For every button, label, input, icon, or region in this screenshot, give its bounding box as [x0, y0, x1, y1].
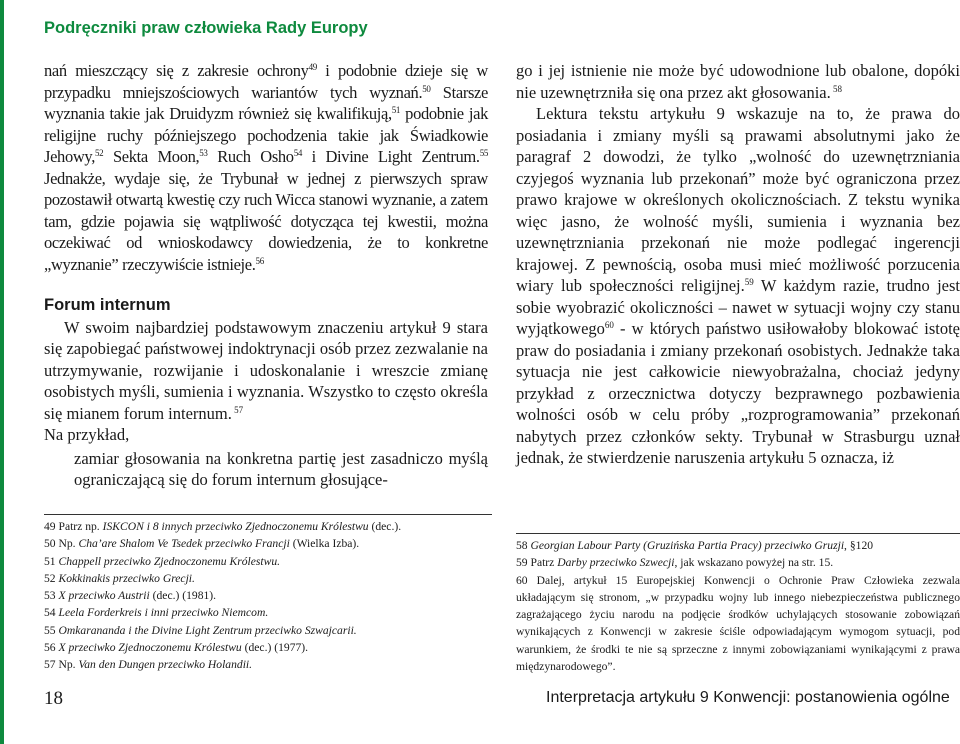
footnote: 60 Dalej, artykuł 15 Europejskiej Konwencji o Ochronie Praw Człowieka zezwala układającym się stronom, „w przypadku wojny lub innego niebezpieczeństwa publicznego zagrażającego życiu narodu na podjęcie środków uchylających stosowanie zobowiązań wynikających z Konwencji w zakresie ściśle odpowiadającym wymogom sytuacji, pod warunkiem, że środki te nie są sprzeczne z innymi zobowiązaniami wynikającymi z prawa międzynarodowego”. — [516, 573, 960, 674]
block-quote: zamiar głosowania na konkretna partię jest zasadniczo myślą ograniczającą się do forum internum głosujące- — [74, 448, 488, 489]
running-header: Podręczniki praw człowieka Rady Europy — [44, 19, 368, 37]
section-heading: Forum internum — [44, 296, 171, 314]
page-number: 18 — [44, 688, 63, 709]
right-column — [516, 60, 960, 469]
paragraph: W swoim najbardziej podstawowym znaczeniu artykuł 9 stara się zapobiegać państwowej indoktrynacji osób przez zezwalanie na utrzymywanie, rozwijanie i udoskonalanie i wreszcie zmianę osobistych myśli, sumienia i wyznania. Wszystko to często określa się mianem forum internum. $^{57}$ — [44, 317, 488, 423]
paragraph: go i jej istnienie nie może być udowodnione lub obalone, dopóki nie uzewnętrzniła się ona przez akt głosowania. $^{58}$ — [516, 61, 960, 102]
footnote: 55 Omkarananda i the Divine Light Zentrum przeciwko Szwajcarii. — [44, 623, 357, 637]
footnotes-right — [516, 533, 960, 675]
footnote: 51 Chappell przeciwko Zjednoczonemu Królestwu. — [44, 554, 281, 568]
footnote: 49 Patrz np. ISKCON i 8 innych przeciwko Zjednoczonemu Królestwu (dec.). — [44, 520, 402, 533]
footnote: 59 Patrz Darby przeciwko Szwecji, jak wskazano powyżej na str. 15. — [516, 556, 834, 570]
footnotes-left — [44, 514, 492, 674]
footnote: 57 Np. Van den Dungen przeciwko Holandii. — [44, 658, 253, 672]
footnote: 52 Kokkinakis przeciwko Grecji. — [44, 571, 195, 585]
paragraph: Lektura tekstu artykułu 9 wskazuje na to, że prawa do posiadania i zmiany myśli są prawami absolutnymi jako że paragraf 2 dowodzi, że tylko „wolność do uzewnętrzniania czyjegoś wyznania lub przekonań” może być ograniczona przez prawo krajowe w określonych okolicznościach. Z tekstu wynika więc jasno, że wolność myśli, sumienia i wyznania bez uzewnętrzniania przekonań nie może podlegać ingerencji krajowej. Z pewnością, osoba musi mieć możliwość porzucenia wiary lub społeczności religijnej.$^{59}$ W każdym razie, trudno jest sobie wyobrazić okoliczności – nawet w sytuacji wojny czy stanu wyjątkowego$^{60}$ - w których państwo usiłowałoby blokować istotę praw do posiadania i zmiany przekonań osobistych. Jednakże taka sytuacja nie jest całkowicie niewyobrażalna, chociaż jedyny przykład z orzecznictwa dotyczy bezprawnego pozbawienia wolności osób w celu próby „rozprogramowania” przekonań nabytych przez członków sekty. Trybunał w Strasburgu uznał jednak, że stwierdzenie naruszenia artykułu 5 oznacza, iż — [516, 104, 960, 467]
left-column — [44, 60, 488, 491]
footnote: 56 X przeciwko Zjednoczonemu Królestwu (dec.) (1977). — [44, 641, 309, 655]
paragraph: Na przykład, — [44, 425, 130, 444]
footnote: 50 Np. Cha’are Shalom Ve Tsedek przeciwko Francji (Wielka Izba). — [44, 537, 360, 551]
paragraph: nań mieszczący się z zakresie ochrony$^{49}$ i podobnie dzieje się w przypadku mniejszościowych wariantów tych wyznań.$^{50}$ Starsze wyznania takie jak Druidyzm również się kwalifikują,$^{51}$ podobnie jak religijne ruchy późniejszego pochodzenia takie jak Świadkowie Jehowy,$^{52}$ Sekta Moon,$^{53}$ Ruch Osho$^{54}$ i Divine Light Zentrum.$^{55}$ Jednakże, wydaje się, że Trybunał w jednej z pierwszych spraw pozostawił otwartą kwestię czy ruch Wicca stanowi wyznanie, a zatem tam, gdzie pojawia się wątpliwość dotycząca tej kwestii, można oczekiwać od wnioskodawcy dowiedzenia, że to konkretne „wyznanie” rzeczywiście istnieje.$^{56}$ — [44, 61, 489, 274]
accent-bar — [0, 0, 4, 744]
footnote: 54 Leela Forderkreis i inni przeciwko Niemcom. — [44, 606, 269, 620]
running-footer: Interpretacja artykułu 9 Konwencji: postanowienia ogólne — [546, 689, 950, 706]
footnote: 53 X przeciwko Austrii (dec.) (1981). — [44, 589, 217, 603]
footnote: 58 Georgian Labour Party (Gruzińska Partia Pracy) przeciwko Gruzji, §120 — [516, 539, 874, 552]
